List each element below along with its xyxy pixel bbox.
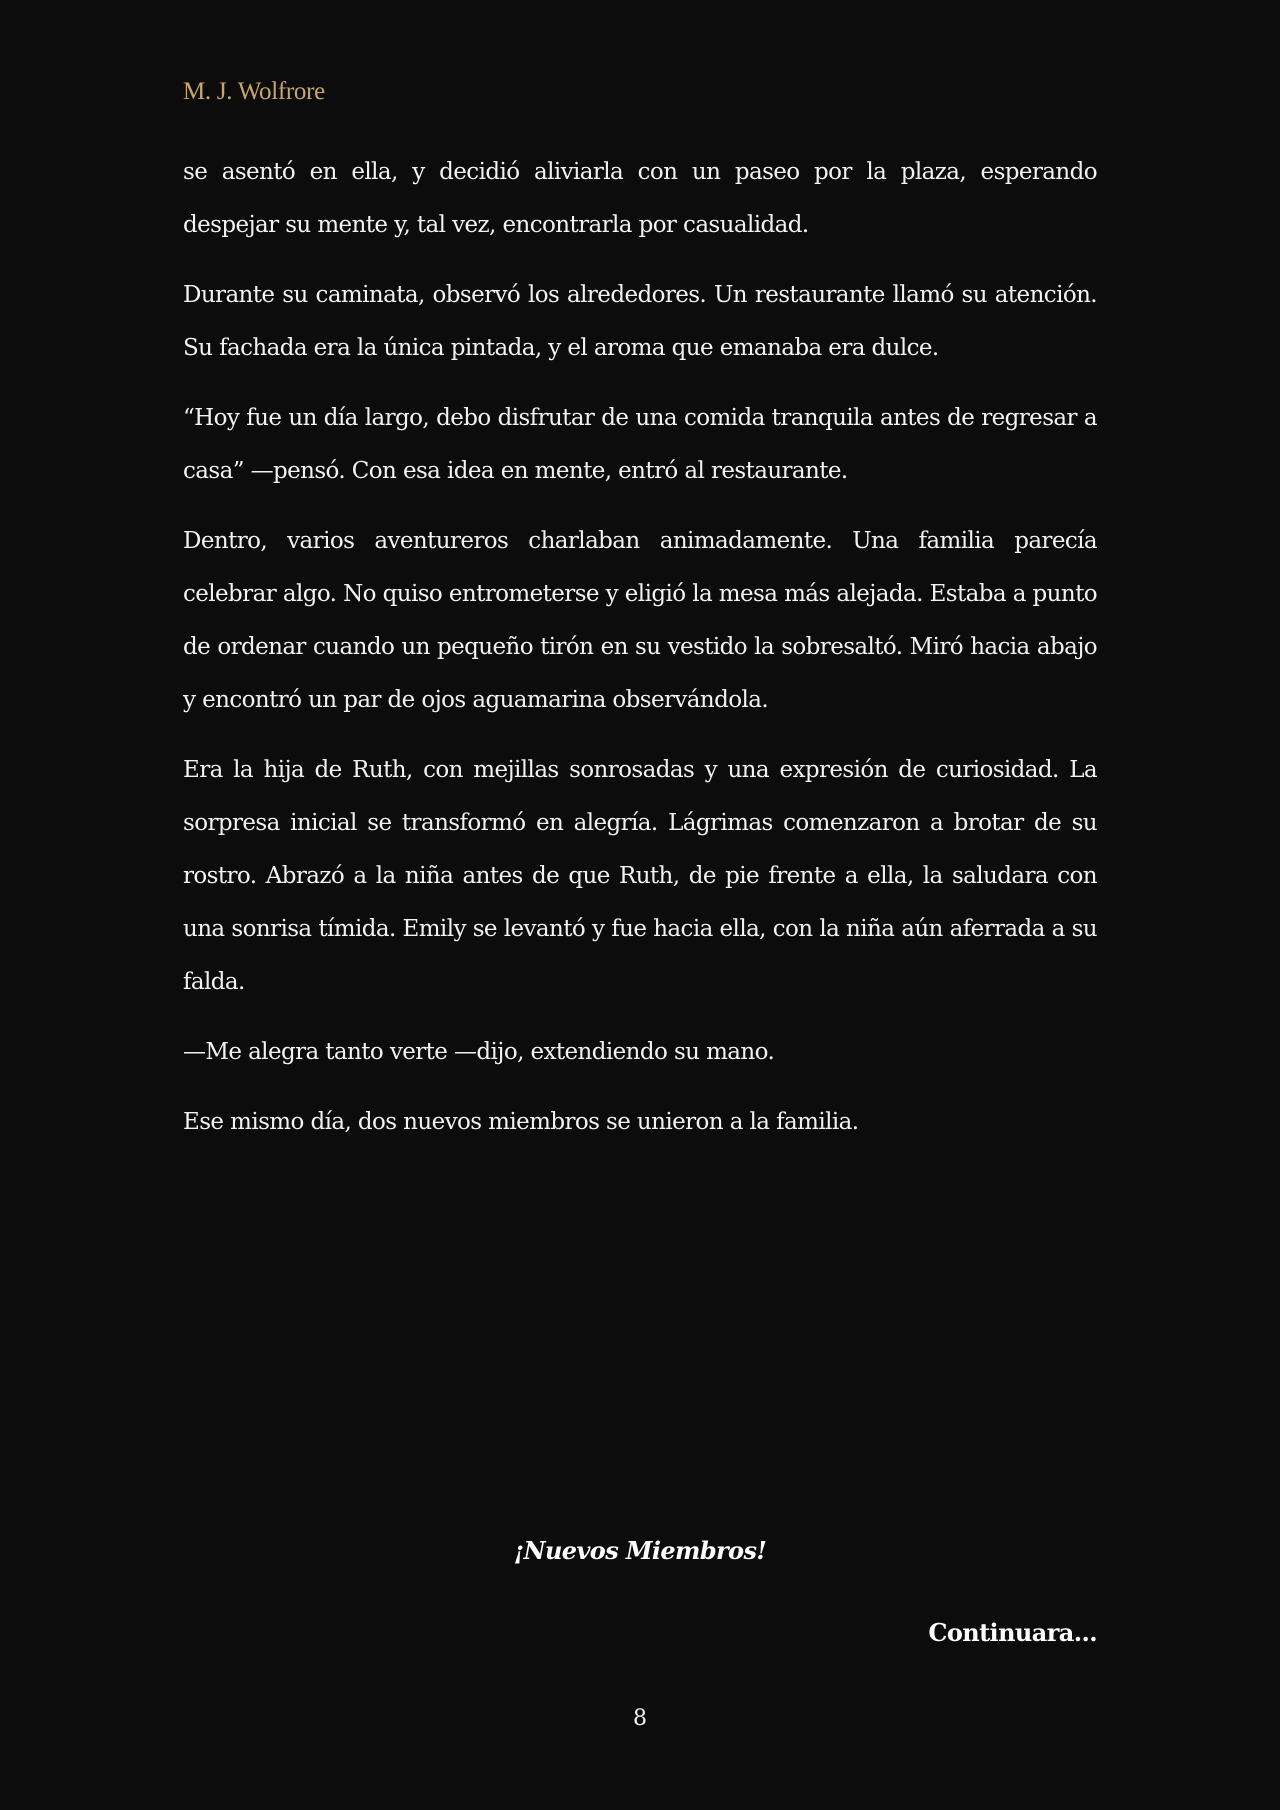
paragraph: se asentó en ella, y decidió aliviarla con un paseo por la plaza, esperando despejar su mente y, tal vez, encontrarla por casualidad. xyxy=(183,159,1097,238)
chapter-text xyxy=(183,146,1097,1166)
paragraph: Durante su caminata, observó los alrededores. Un restaurante llamó su atención. Su fachada era la única pintada, y el aroma que emanaba era dulce. xyxy=(183,282,1097,361)
paragraph: Dentro, varios aventureros charlaban animadamente. Una familia parecía celebrar algo. No quiso entrometerse y eligió la mesa más alejada. Estaba a punto de ordenar cuando un pequeño tirón en su vestido la sobresaltó. Miró hacia abajo y encontró un par de ojos aguamarina observándola. xyxy=(183,528,1097,713)
chapter-end-title: ¡Nuevos Miembros! xyxy=(513,1536,767,1565)
paragraph: Era la hija de Ruth, con mejillas sonrosadas y una expresión de curiosidad. La sorpresa inicial se transformó en alegría. Lágrimas comenzaron a brotar de su rostro. Abrazó a la niña antes de que Ruth, de pie frente a ella, la saludara con una sonrisa tímida. Emily se levantó y fue hacia ella, con la niña aún aferrada a su falda. xyxy=(183,757,1097,995)
paragraph: Ese mismo día, dos nuevos miembros se unieron a la familia. xyxy=(183,1109,859,1135)
paragraph: —Me alegra tanto verte —dijo, extendiendo su mano. xyxy=(183,1039,775,1065)
continue-label: Continuara... xyxy=(928,1618,1097,1647)
page-number: 8 xyxy=(633,1706,647,1731)
running-header-author: M. J. Wolfrore xyxy=(183,78,325,105)
paragraph: “Hoy fue un día largo, debo disfrutar de una comida tranquila antes de regresar a casa” —pensó. Con esa idea en mente, entró al restaurante. xyxy=(183,405,1097,484)
